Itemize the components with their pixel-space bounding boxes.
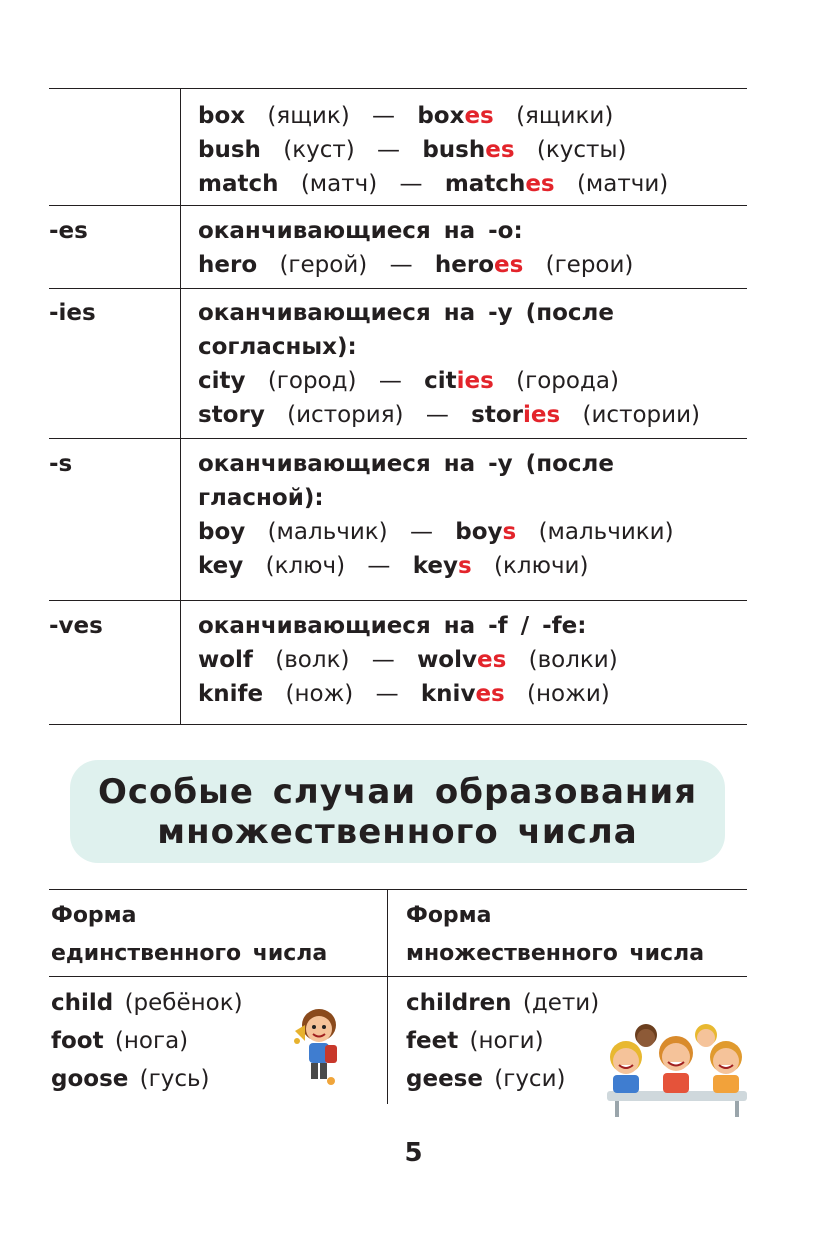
rule-description [198,296,700,432]
rule-line [198,214,633,248]
rule-token: (матчи) [576,171,669,197]
plural-list [406,984,599,1098]
singular-list [51,984,243,1098]
rule-line [198,481,674,515]
rule-token: (герой) [279,252,368,278]
rule-line [198,447,674,481]
rule-token: key [198,553,244,579]
boy-illustration [289,1001,345,1087]
rule-token: — [371,647,395,673]
rule-token: match [198,171,279,197]
rule-token: — [372,103,396,129]
ending-highlight: es [525,171,555,197]
rule-token: (ключ) [265,553,346,579]
ending-highlight: s [458,553,472,579]
rule-token: kniv [420,681,476,707]
list-item: feet (ноги) [406,1028,544,1054]
rule-token: story [198,402,265,428]
rule-line [198,364,700,398]
rule-token: оканчивающиеся на -f / -fe: [198,613,587,639]
rule-token: (ящик) [267,103,350,129]
section-heading-line: множественного числа [157,811,638,852]
rule-token: boy [198,519,246,545]
rule-token: (волки) [528,647,618,673]
suffix-label: -s [49,451,73,477]
rule-token: (ключи) [494,553,589,579]
rule-token: согласных): [198,334,357,360]
ending-highlight: es [475,681,505,707]
rule-token: — [425,402,449,428]
rule-token: (кусты) [536,137,627,163]
rule-token: — [367,553,391,579]
ending-highlight: es [494,252,524,278]
singular-header: Форма единственного числа [51,903,328,966]
section-heading-line: Особые случаи образования [97,771,698,812]
rule-token: hero [434,252,494,278]
rule-line [198,515,674,549]
rule-token: key [412,553,458,579]
rule-token: wolv [417,647,477,673]
rule-token: (нож) [285,681,354,707]
rule-token: box [198,103,246,129]
rule-token: оканчивающиеся на -y (после [198,451,614,477]
rule-token: — [378,368,402,394]
rule-token: (мальчик) [267,519,388,545]
rule-line [198,330,700,364]
table-rule [49,889,747,890]
rule-token: гласной): [198,485,324,511]
children-illustration [601,1021,751,1121]
ending-highlight: ies [456,368,494,394]
ending-highlight: es [485,137,515,163]
rule-token: — [409,519,433,545]
rule-token: оканчивающиеся на -y (после [198,300,614,326]
rule-token: — [377,137,401,163]
rule-token: (герои) [545,252,634,278]
rule-line [198,677,618,711]
table-rule [49,205,747,206]
rule-token: wolf [198,647,253,673]
rule-description [198,99,668,201]
table-rule [49,88,747,89]
page-number: 5 [404,1138,423,1168]
rule-token: — [375,681,399,707]
rule-line [198,296,700,330]
column-divider [387,889,388,1104]
list-item: geese (гуси) [406,1066,566,1092]
rule-token: (ящики) [516,103,614,129]
ending-highlight: ies [523,402,561,428]
rule-token: bush [422,137,486,163]
suffix-label: -ies [49,300,96,326]
rule-line [198,643,618,677]
rule-token: (истории) [582,402,701,428]
list-item: children (дети) [406,990,600,1016]
rule-token: — [389,252,413,278]
rule-token: bush [198,137,261,163]
rule-token: — [399,171,423,197]
rule-token: (мальчики) [538,519,674,545]
ending-highlight: es [464,103,494,129]
section-heading [70,760,725,863]
rule-line [198,133,668,167]
rule-line [198,398,700,432]
irregular-plurals-table [49,889,747,1104]
plural-endings-table [49,88,747,726]
rule-token: cit [424,368,457,394]
rule-token: hero [198,252,258,278]
rule-line [198,99,668,133]
ending-highlight: s [502,519,517,545]
rule-line [198,549,674,583]
rule-token: (город) [267,368,357,394]
rule-token: (куст) [283,137,355,163]
rule-token: box [417,103,465,129]
rule-description [198,447,674,583]
rule-token: city [198,368,246,394]
table-rule [49,976,747,977]
suffix-label: -ves [49,613,103,639]
rule-token: boy [455,519,503,545]
table-rule [49,724,747,725]
rule-description [198,214,633,282]
table-rule [49,600,747,601]
rule-description [198,609,618,711]
rule-line [198,609,618,643]
list-item: child (ребёнок) [51,990,243,1016]
list-item: goose (гусь) [51,1066,210,1092]
rule-token: (ножи) [527,681,610,707]
ending-highlight: es [477,647,507,673]
rule-token: (города) [516,368,619,394]
list-item: foot (нога) [51,1028,189,1054]
table-rule [49,438,747,439]
rule-token: knife [198,681,264,707]
rule-token: (волк) [275,647,350,673]
column-divider [180,88,181,725]
plural-header: Форма множественного числа [406,903,705,966]
table-rule [49,288,747,289]
rule-token: stor [471,402,524,428]
suffix-label: -es [49,218,88,244]
rule-token: оканчивающиеся на -o: [198,218,523,244]
rule-token: match [444,171,526,197]
rule-line [198,167,668,201]
rule-token: (матч) [300,171,378,197]
rule-line [198,248,633,282]
rule-token: (история) [287,402,404,428]
